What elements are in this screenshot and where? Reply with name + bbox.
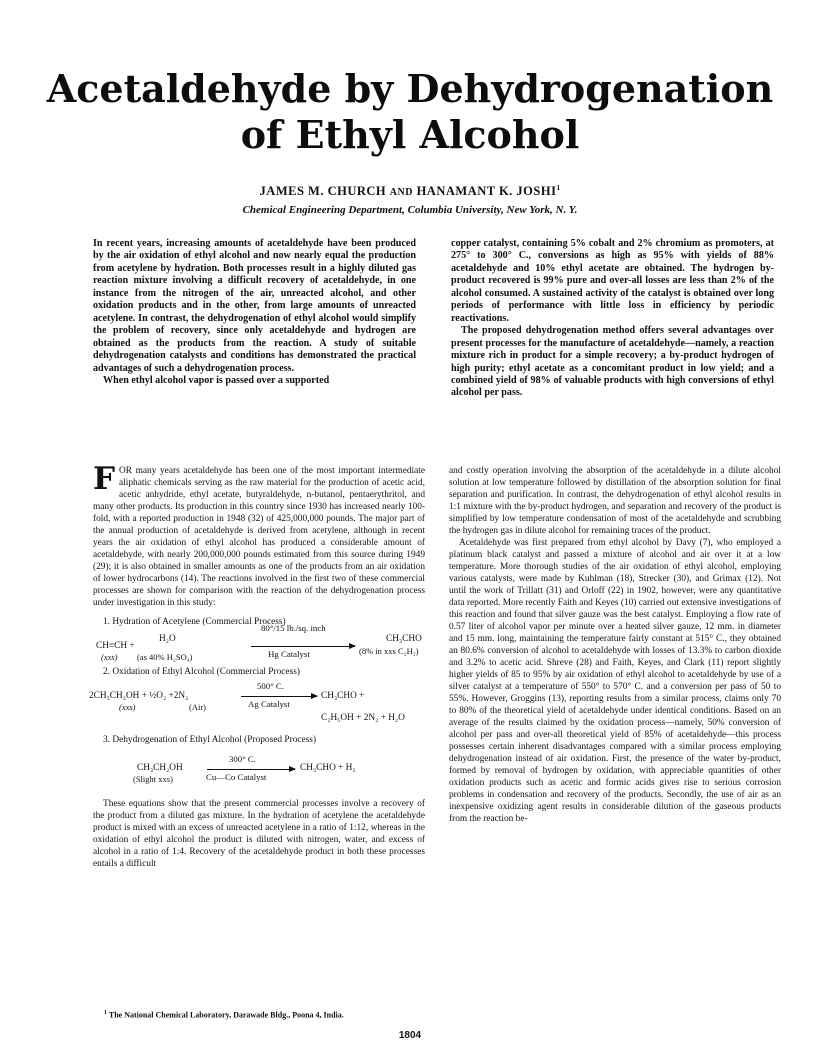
reaction-2-equation [89, 680, 425, 733]
r2-condition-bottom: Ag Catalyst [248, 698, 290, 709]
body-paragraph: Acetaldehyde was first prepared from ethyl alcohol by Davy (7), who employed a platinum black catalyst and passed a mixture of alcohol and air over it at a low temperature. More thorough studies of the air oxidation of ethyl alcohol, employing various catalysts, were made by Kuhlman (18), Strecker (30), and Grimax (12). Not until the work of Trillatt (31) and Orloff (22) in 1902, however, were any quantitative data reported. More recently Faith and Keyes (10) carried out extensive investigations of this reaction and found that silver gauze was the best catalyst. Employing a flow rate of 0.57 liter of alcohol vapor per minute over a heated silver gauze, 12 mm. in diameter and 15 mm. long, maintaining the temperature fairly constant at 515° C., they obtained an 80.6% conversion of alcohol to acetaldehyde with losses of 13.3% to carbon dioxide and 3.2% to acetic acid. Shreve (28) and Faith, Keyes, and Clark (11) report slightly higher yields of 85 to 95% by air oxidation of ethyl alcohol to acetaldehyde by use of a silver catalyst at a temperature of 550° to 570° C. and a conversion per pass of 50 to 55%. However, Groggins (13), reporting results from a similar process, claims only 70 to 80% of the theoretical yield of acetaldehyde under identical conditions. Based on an average of the results claimed by the oxidation process—namely, 50% conversion of alcohol per pass and over-all theoretical yield of 85% of acetaldehyde—this process possesses certain inherent disadvantages compared with a similar process employing dehydrogenation instead of air oxidation. First, the presence of the water by-product, formed by removal of hydrogen by oxidation, with appreciable quantities of other oxidation products such as acetic and formic acids gives rise to serious corrosion problems in condensation and recovery of the products. Secondly, the use of air as an inexpensive oxidizing agent results in considerable dilution of the gaseous products from the reaction be- [449, 537, 781, 824]
article-title [40, 66, 780, 158]
r1-condition-bottom: Hg Catalyst [268, 648, 310, 659]
reaction-arrow [207, 769, 295, 770]
author-and: AND [389, 187, 413, 199]
affiliation: Chemical Engineering Department, Columbia University, New York, N. Y. [242, 204, 578, 216]
reaction-3-equation [93, 751, 425, 795]
body-right-column [449, 466, 781, 826]
r1-product: CH₃CHO [386, 633, 422, 644]
body-paragraph: These equations show that the present commercial processes involve a recovery of the product from a diluted gas mixture. In the hydration of acetylene the acetaldehyde product is mixed with an excess of unreacted acetylene in a ratio of 1:12, whereas in the oxidation of ethyl alcohol the product is diluted with nitrogen, water, and excess of alcohol in a ratio of 1:4. Recovery of the acetaldehyde product in both these processes entails a difficult [93, 798, 425, 869]
reaction-1-title: 1. Hydration of Acetylene (Commercial Process) [103, 616, 286, 627]
page-number: 1804 [398, 1030, 422, 1041]
r1-reactant-1: CH≡CH + [96, 640, 135, 651]
footnote-text: The National Chemical Laboratory, Darawade Bldg., Poona 4, India. [108, 1010, 344, 1020]
abstract-paragraph: copper catalyst, containing 5% cobalt and 2% chromium as promoters, at 275° to 300° C., conversions as high as 95% with yields of 88% acetaldehyde and 10% ethyl acetate are obtained. The hydrogen by-product recovered is 99% pure and over-all losses are less than 2% of the alcohol consumed. A sustained activity of the catalyst is obtained over long periods of performance with little loss in efficiency by periodic reactivations. [451, 238, 774, 324]
r2-reactants: 2CH₃CH₂OH + ½O₂ +2N₂ [89, 690, 189, 701]
r1-reactant-2-note: (as 40% H₂SO₄) [137, 651, 193, 662]
r1-reactant-1-note: (xxs) [101, 651, 118, 662]
footnote-mark: 1 [104, 1010, 107, 1016]
author-2: HANAMANT K. JOSHI [416, 184, 557, 199]
author-line [0, 184, 820, 199]
r2-reactant-note-2: (Air) [189, 701, 206, 712]
abstract-right-column [451, 238, 774, 400]
title-line-2: of Ethyl Alcohol [240, 112, 580, 157]
body-paragraph [93, 461, 425, 610]
abstract-left-column [93, 238, 416, 387]
abstract-paragraph: In recent years, increasing amounts of acetaldehyde have been produced by the air oxidation of ethyl alcohol and now nearly equal the production from acetylene by hydration. Both processes result in a highly diluted gas reaction mixture involving a difficult recovery of acetaldehyde, in one instance from the nitrogen of the air, unreacted alcohol, and other oxidation products and in the other, from large amounts of unreacted acetylene. In contrast, the dehydrogenation of ethyl alcohol would simplify the problem of recovery, since only acetaldehyde and hydrogen are obtained as the products from the reaction. A study of suitable dehydrogenation catalysts and conditions has demonstrated the practical advantages of such a dehydrogenation process. [93, 238, 416, 374]
body-text: many years acetaldehyde has been one of the most important intermediate aliphatic chemicals serving as the raw material for the production of acetic acid, acetic anhydride, ethyl acetate, butyraldehyde, n-butanol, pentaerythritol, and many other products. Its production in this country since 1930 has increased nearly 100-fold, with a reported production in 1948 (32) of 425,000,000 pounds. The major part of the annual production of acetaldehyde is derived from acetylene, although in recent years the air oxidation of ethyl alcohol has produced a considerable amount of acetaldehyde, with nearly 200,000,000 pounds estimated from this source during 1949 (29); it is also obtained in smaller amounts as one of the products from an air oxidation of lower hydrocarbons (14). The reactions involved in the first two of these commercial processes are shown for comparison with the reaction of the dehydrogenation process under investigation in this study: [93, 466, 425, 608]
r1-reactant-2: H₂O [159, 633, 176, 644]
r2-condition-top: 500° C. [257, 680, 284, 691]
r3-condition-top: 300° C. [229, 753, 256, 764]
r3-condition-bottom: Cu—Co Catalyst [206, 771, 267, 782]
author-footnote-mark: 1 [556, 184, 561, 192]
reaction-2-title: 2. Oxidation of Ethyl Alcohol (Commercial Process) [103, 666, 300, 677]
reaction-1-equation [93, 622, 425, 673]
abstract-paragraph: The proposed dehydrogenation method offers several advantages over present processes for the manufacture of acetaldehyde—namely, a reaction mixture rich in product for a simple recovery; a by-product hydrogen of high purity; ethyl acetate as a concomitant product in low yield; and a combined yield of 98% of valuable products with high conversions of ethyl alcohol per pass. [451, 325, 774, 399]
reaction-arrow [251, 646, 355, 647]
title-line-1: Acetaldehyde by Dehydrogenation [46, 66, 774, 111]
r3-reactant-note: (Slight xxs) [133, 773, 173, 784]
abstract-paragraph: When ethyl alcohol vapor is passed over a supported [103, 374, 330, 386]
body-paragraph: and costly operation involving the absorption of the acetaldehyde in a dilute alcohol solution at low temperature followed by distillation of the absorption solution for final separation and purification. In contrast, the dehydrogenation of ethyl alcohol results in 1:1 mixture with the by-product hydrogen, and separation and recovery of the product is simplified by low temperature condensation of most of the acetaldehyde and scrubbing the hydrogen gas in dilute alcohol for remaining traces of the product. [449, 466, 781, 536]
r3-reactant: CH₃CH₂OH [137, 762, 183, 773]
footnote [104, 1010, 424, 1020]
body-left-column [89, 461, 425, 871]
drop-cap: F [93, 461, 116, 497]
reaction-arrow [241, 696, 317, 697]
r2-product-1: CH₃CHO + [321, 690, 365, 701]
lead-word: OR [119, 466, 132, 476]
r1-product-note: (8% in xxs C₂H₂) [359, 645, 419, 656]
reaction-3-title: 3. Dehydrogenation of Ethyl Alcohol (Proposed Process) [103, 734, 317, 745]
r3-product: CH₃CHO + H₂ [300, 762, 356, 773]
r2-product-2: C₂H₅OH + 2N₂ + H₂O [321, 712, 405, 723]
author-1: JAMES M. CHURCH [259, 184, 387, 199]
r2-reactant-note-1: (xxs) [119, 701, 136, 712]
r1-condition-top: 80°/15 lb./sq. inch [261, 622, 326, 633]
